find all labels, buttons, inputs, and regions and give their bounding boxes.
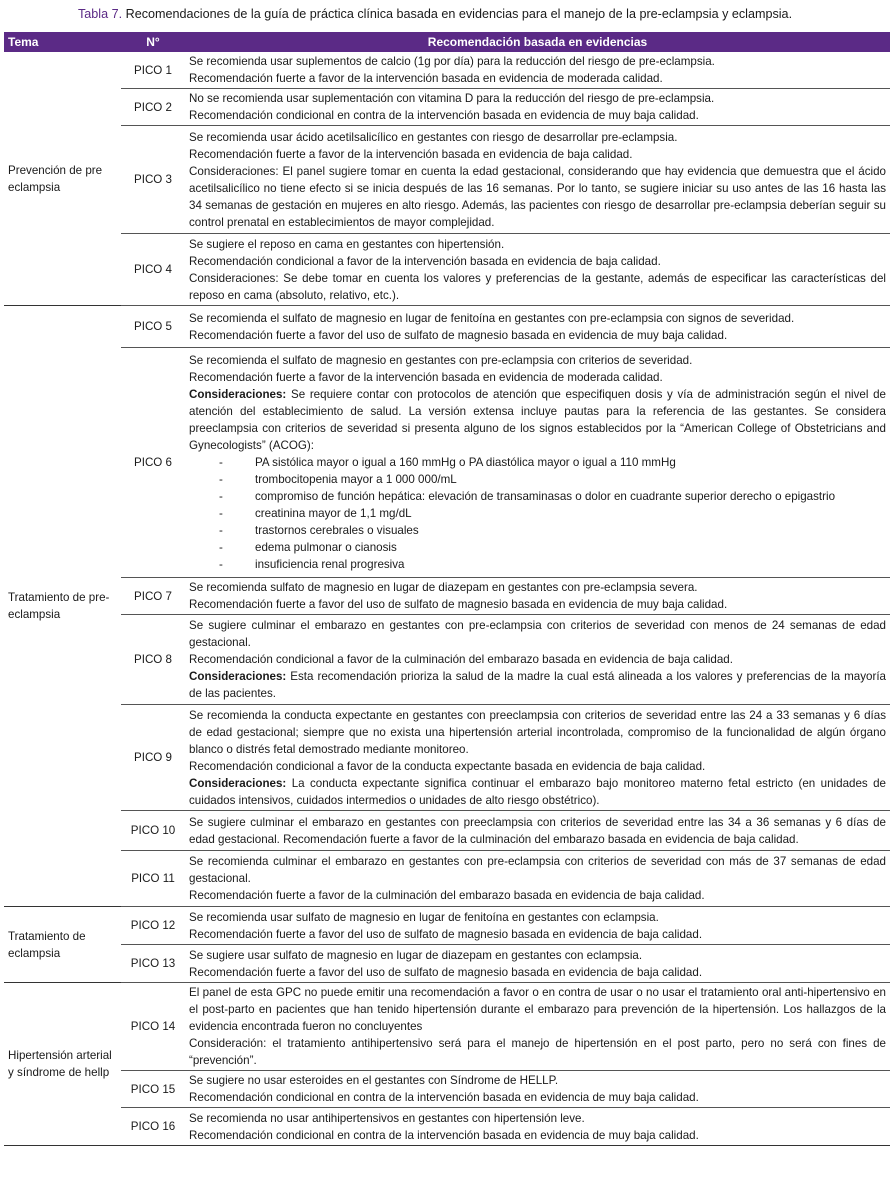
rec-text: Se recomienda el sulfato de magnesio en lugar de fenitoína en gestantes con pre-eclampsia con signos de severidad. bbox=[189, 311, 795, 325]
pico-label: PICO 13 bbox=[121, 945, 185, 983]
pico-label: PICO 2 bbox=[121, 89, 185, 126]
pico-label: PICO 10 bbox=[121, 811, 185, 851]
table-row bbox=[4, 851, 890, 907]
severity-criteria-list bbox=[189, 454, 886, 573]
rec-text: Se recomienda no usar antihipertensivos en gestantes con hipertensión leve. bbox=[189, 1111, 585, 1125]
recommendation-cell bbox=[185, 306, 890, 348]
rec-considerations: Consideraciones: El panel sugiere tomar en cuenta la edad gestacional, considerando que hay evidencia que demuestra que el ácido acetilsalicílico no tiene efecto si se inicia después de las 16 semanas. Por lo tanto, se sugiere iniciar su uso antes de las 16 hasta las 34 semanas de gestación en mujeres en alto riesgo. Además, las pacientes con riesgo de desarrollar pre-eclampsia deberían seguir su control prenatal en establecimientos de mayor complejidad. bbox=[189, 164, 886, 229]
list-item: - compromiso de función hepática: elevación de transaminasas o dolor en cuadrante superior derecho o epigastrio bbox=[219, 488, 886, 505]
rec-strength: Recomendación condicional en contra de la intervención basada en evidencia de muy baja calidad. bbox=[189, 1091, 699, 1104]
rec-text: Se sugiere culminar el embarazo en gestantes con pre-eclampsia con criterios de severidad con menos de 24 semanas de edad gestacional. bbox=[189, 619, 886, 649]
pico-label: PICO 7 bbox=[121, 578, 185, 615]
recommendation-cell bbox=[185, 907, 890, 945]
rec-text: Se recomienda usar ácido acetilsalicílico en gestantes con riesgo de desarrollar pre-eclampsia. bbox=[189, 130, 678, 144]
recommendation-cell bbox=[185, 578, 890, 615]
header-num: N° bbox=[121, 32, 185, 52]
table-row bbox=[4, 907, 890, 945]
list-item: - trombocitopenia mayor a 1 000 000/mL bbox=[219, 471, 886, 488]
list-item: - trastornos cerebrales o visuales bbox=[219, 522, 886, 539]
table-row bbox=[4, 306, 890, 348]
pico-label: PICO 4 bbox=[121, 234, 185, 306]
rec-strength: Recomendación condicional a favor de la culminación del embarazo basada en evidencia de baja calidad. bbox=[189, 653, 733, 666]
recommendation-cell bbox=[185, 851, 890, 907]
rec-text: Se recomienda la conducta expectante en gestantes con preeclampsia con criterios de severidad entre las 24 a 33 semanas y 6 días de edad gestacional; siempre que no exista una hipertensión arterial incontrolada, compromiso de la funcionalidad de algún órgano blanco o distrés fetal demostrado mediante monitoreo. bbox=[189, 708, 886, 756]
table-row bbox=[4, 578, 890, 615]
rec-strength: Recomendación fuerte a favor de la culminación del embarazo basada en evidencia de baja calidad. bbox=[189, 889, 705, 902]
rec-text: Se sugiere el reposo en cama en gestantes con hipertensión. bbox=[189, 237, 505, 251]
list-item: - edema pulmonar o cianosis bbox=[219, 539, 886, 556]
group-tratamiento-preeclampsia: Tratamiento de pre-eclampsia bbox=[4, 306, 121, 907]
list-item: - insuficiencia renal progresiva bbox=[219, 556, 886, 573]
list-item: - creatinina mayor de 1,1 mg/dL bbox=[219, 505, 886, 522]
rec-text: Se recomienda sulfato de magnesio en lugar de diazepam en gestantes con pre-eclampsia severa. bbox=[189, 581, 698, 594]
list-item: - PA sistólica mayor o igual a 160 mmHg o PA diastólica mayor o igual a 110 mmHg bbox=[219, 454, 886, 471]
considerations-text: La conducta expectante significa continuar el embarazo bajo monitoreo materno fetal estricto (en unidades de cuidados intensivos, cuidados intermedios o unidades de alto riesgo obstétrico). bbox=[189, 776, 886, 807]
table-row bbox=[4, 1071, 890, 1108]
pico-label: PICO 11 bbox=[121, 851, 185, 907]
pico-label: PICO 1 bbox=[121, 52, 185, 89]
pico-label: PICO 14 bbox=[121, 983, 185, 1071]
table-row bbox=[4, 1108, 890, 1146]
table-row bbox=[4, 348, 890, 578]
table-row bbox=[4, 89, 890, 126]
recommendation-cell bbox=[185, 1071, 890, 1108]
table-caption bbox=[0, 0, 894, 32]
pico-label: PICO 6 bbox=[121, 348, 185, 578]
recommendation-cell bbox=[185, 945, 890, 983]
rec-text: Se recomienda usar suplementos de calcio (1g por día) para la reducción del riesgo de pre-eclampsia. bbox=[189, 55, 715, 68]
rec-strength: Recomendación condicional a favor de la intervención basada en evidencia de baja calidad. bbox=[189, 254, 661, 268]
recommendation-cell bbox=[185, 1108, 890, 1146]
considerations-text: Se requiere contar con protocolos de atención que especifiquen dosis y vía de administración según el nivel de atención del establecimiento de salud. La versión extensa incluye pautas para la referencia de las gestantes. Se considera preeclampsia con criterios de severidad si presenta alguno de los signos establecidos por la “American College of Obstetricians and Gynecologists” (ACOG): bbox=[189, 388, 886, 452]
pico-label: PICO 9 bbox=[121, 705, 185, 811]
recommendation-cell bbox=[185, 126, 890, 234]
table-row bbox=[4, 234, 890, 306]
header-tema: Tema bbox=[4, 32, 121, 52]
table-row bbox=[4, 126, 890, 234]
pico-label: PICO 12 bbox=[121, 907, 185, 945]
table-row bbox=[4, 52, 890, 89]
table-row bbox=[4, 705, 890, 811]
recommendation-cell bbox=[185, 348, 890, 578]
considerations-label: Consideraciones: bbox=[189, 388, 287, 401]
recommendation-cell bbox=[185, 52, 890, 89]
rec-strength: Recomendación fuerte a favor del uso de sulfato de magnesio basada en evidencia de muy baja calidad. bbox=[189, 328, 728, 342]
recommendation-cell bbox=[185, 234, 890, 306]
table-row bbox=[4, 983, 890, 1071]
rec-strength: Recomendación fuerte a favor del uso de sulfato de magnesio basada en evidencia de muy baja calidad. bbox=[189, 598, 728, 611]
recommendation-cell bbox=[185, 89, 890, 126]
rec-text: No se recomienda usar suplementación con vitamina D para la reducción del riesgo de pre-eclampsia. bbox=[189, 92, 715, 105]
rec-strength: Recomendación fuerte a favor de la intervención basada en evidencia de moderada calidad. bbox=[189, 371, 663, 384]
group-tratamiento-eclampsia: Tratamiento de eclampsia bbox=[4, 907, 121, 983]
rec-text: Se recomienda culminar el embarazo en gestantes con pre-eclampsia con criterios de severidad con más de 37 semanas de edad gestacional. bbox=[189, 855, 886, 885]
rec-considerations: Consideración: el tratamiento antihipertensivo será para el manejo de hipertensión en el post parto, pero no será con fines de “prevención”. bbox=[189, 1037, 886, 1067]
header-rec: Recomendación basada en evidencias bbox=[185, 32, 890, 52]
recommendations-table bbox=[4, 32, 890, 1146]
table-row bbox=[4, 945, 890, 983]
pico-label: PICO 8 bbox=[121, 615, 185, 705]
recommendation-cell bbox=[185, 615, 890, 705]
pico-label: PICO 15 bbox=[121, 1071, 185, 1108]
rec-strength: Recomendación fuerte a favor de la intervención basada en evidencia de baja calidad. bbox=[189, 147, 633, 161]
rec-considerations: Consideraciones: Se debe tomar en cuenta los valores y preferencias de la gestante, además de especificar las características del reposo en cama (absoluto, relativo, etc.). bbox=[189, 271, 886, 302]
rec-strength: Recomendación condicional en contra de la intervención basada en evidencia de muy baja calidad. bbox=[189, 109, 699, 122]
table-header-row bbox=[4, 32, 890, 52]
rec-text: El panel de esta GPC no puede emitir una recomendación a favor o en contra de usar o no usar el tratamiento oral anti-hipertensivo en el post-parto en pacientes que han tenido hipertensión durante el embarazo para prevención de la hipertensión. Los hallazgos de la evidencia encontrada fueron no concluyentes bbox=[189, 986, 886, 1033]
rec-text: Se sugiere no usar esteroides en el gestantes con Síndrome de HELLP. bbox=[189, 1074, 559, 1087]
rec-strength: Recomendación condicional a favor de la conducta expectante basada en evidencia de baja calidad. bbox=[189, 759, 706, 773]
considerations-label: Consideraciones: bbox=[189, 776, 287, 790]
rec-considerations bbox=[189, 386, 886, 454]
considerations-text: Esta recomendación prioriza la salud de la madre la cual está alineada a los valores y preferencias de la mayoría de las pacientes. bbox=[189, 670, 886, 700]
recommendation-cell bbox=[185, 811, 890, 851]
rec-considerations bbox=[189, 668, 886, 702]
table-row bbox=[4, 811, 890, 851]
recommendation-cell bbox=[185, 705, 890, 811]
pico-label: PICO 3 bbox=[121, 126, 185, 234]
rec-strength: Recomendación condicional en contra de la intervención basada en evidencia de muy baja calidad. bbox=[189, 1128, 699, 1142]
recommendation-cell bbox=[185, 983, 890, 1071]
table-row bbox=[4, 615, 890, 705]
pico-label: PICO 16 bbox=[121, 1108, 185, 1146]
group-hipertension-hellp: Hipertensión arterial y síndrome de hellp bbox=[4, 983, 121, 1146]
rec-text: Se recomienda usar sulfato de magnesio en lugar de fenitoína en gestantes con eclampsia. bbox=[189, 910, 659, 924]
rec-strength: Recomendación fuerte a favor de la intervención basada en evidencia de moderada calidad. bbox=[189, 72, 663, 85]
caption-text: Recomendaciones de la guía de práctica clínica basada en evidencias para el manejo de la pre-eclampsia y eclampsia. bbox=[122, 7, 793, 21]
rec-text: Se recomienda el sulfato de magnesio en gestantes con pre-eclampsia con criterios de severidad. bbox=[189, 354, 693, 367]
rec-strength: Recomendación fuerte a favor del uso de sulfato de magnesio basada en evidencia de baja calidad. bbox=[189, 927, 703, 941]
pico-label: PICO 5 bbox=[121, 306, 185, 348]
rec-considerations bbox=[189, 775, 886, 809]
group-prevencion: Prevención de pre eclampsia bbox=[4, 52, 121, 306]
rec-strength: Recomendación fuerte a favor del uso de sulfato de magnesio basada en evidencia de baja calidad. bbox=[189, 965, 703, 979]
rec-text: Se sugiere usar sulfato de magnesio en lugar de diazepam en gestantes con eclampsia. bbox=[189, 948, 643, 962]
considerations-label: Consideraciones: bbox=[189, 670, 287, 683]
rec-text: Se sugiere culminar el embarazo en gestantes con preeclampsia con criterios de severidad entre las 34 a 36 semanas y 6 días de edad gestacional. Recomendación fuerte a favor de la culminación del embarazo basada en evidencia de baja calidad. bbox=[189, 815, 886, 846]
caption-label: Tabla 7. bbox=[78, 7, 123, 21]
